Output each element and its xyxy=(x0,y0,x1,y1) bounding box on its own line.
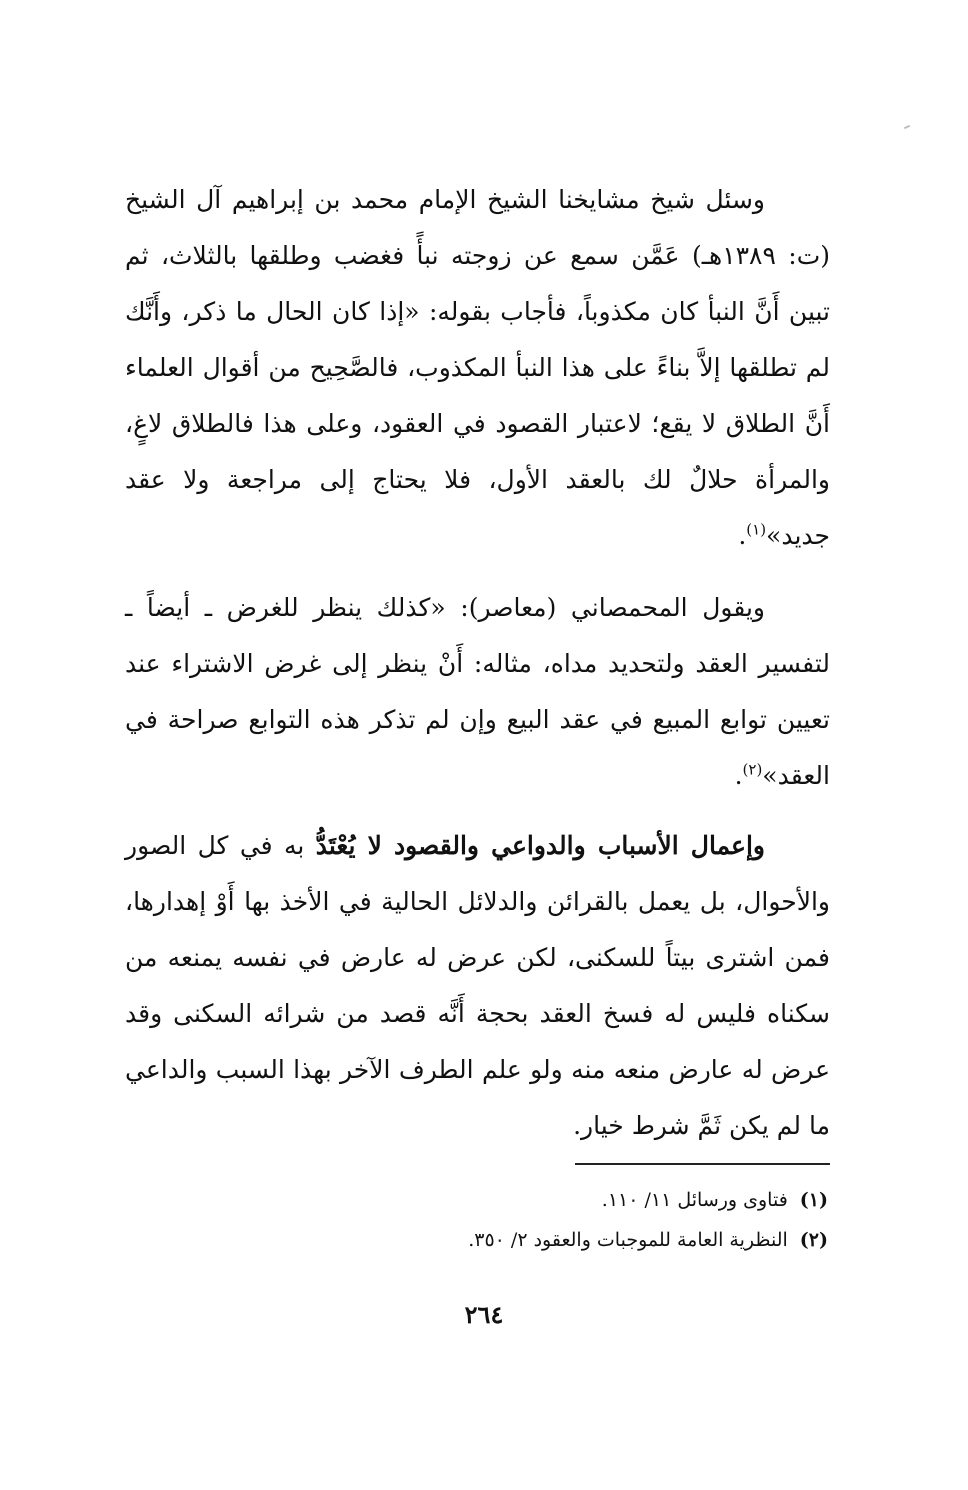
paragraph-text xyxy=(125,172,830,564)
paragraph-text xyxy=(125,818,830,1154)
paragraph-mahmasani xyxy=(125,580,830,804)
footnote-text: فتاوى ورسائل ١١/ ١١٠. xyxy=(601,1189,788,1211)
footnote-ref-2[interactable]: (٢) xyxy=(742,760,763,779)
paragraph-body: ويقول المحمصاني (معاصر): «كذلك ينظر للغرض ـ أيضاً ـ لتفسير العقد ولتحديد مداه، مثاله: أَنْ ينظر إلى غرض الاشتراء عند تعيين توابع المبيع في عقد البيع وإن لم تذكر هذه التوابع صراحة في العقد» xyxy=(125,593,830,790)
paragraph-body: به في كل الصور والأحوال، بل يعمل بالقرائن والدلائل الحالية في الأخذ بها أَوْ إهدارها، فمن اشترى بيتاً للسكنى، لكن عرض له عارض في نفسه يمنعه من سكناه فليس له فسخ العقد بحجة أَنَّه قصد من شرائه السكنى وقد عرض له عارض منعه منه ولو علم الطرف الآخر بهذا السبب والداعي ما لم يكن ثَمَّ شرط خيار. xyxy=(125,831,830,1140)
paragraph-end: . xyxy=(738,521,747,550)
paragraph-body: وسئل شيخ مشايخنا الشيخ الإمام محمد بن إبراهيم آل الشيخ (ت: ١٣٨٩هـ) عَمَّن سمع عن زوجته نبأً فغضب وطلقها بالثلاث، ثم تبين أَنَّ النبأ كان مكذوباً، فأجاب بقوله: «إذا كان الحال ما ذكر، وأَنَّك لم تطلقها إلاَّ بناءً على هذا النبأ المكذوب، فالصَّحِيح من أقوال العلماء أَنَّ الطلاق لا يقع؛ لاعتبار القصود في العقود، وعلى هذا فالطلاق لاغٍ، والمرأة حلالٌ لك بالعقد الأول، فلا يحتاج إلى مراجعة ولا عقد جديد» xyxy=(125,185,830,550)
paragraph-fatwa xyxy=(125,172,830,564)
page-number: ٢٦٤ xyxy=(464,1300,504,1329)
paragraph-intentions xyxy=(125,818,830,1154)
footnotes-section xyxy=(380,1180,828,1260)
footnote-number: (١) xyxy=(799,1189,828,1211)
paragraph-text xyxy=(125,580,830,804)
paragraph-end: . xyxy=(734,761,743,790)
footnote-text: النظرية العامة للموجبات والعقود ٢/ ٣٥٠. xyxy=(468,1229,788,1251)
footnote-separator xyxy=(575,1163,830,1165)
paragraph-bold-lead: وإعمال الأسباب والدواعي والقصود لا يُعْتَدُّ xyxy=(315,831,765,860)
footnote-number: (٢) xyxy=(799,1229,828,1251)
footnote-1 xyxy=(380,1180,828,1220)
footnote-2 xyxy=(380,1220,828,1260)
scan-speck xyxy=(904,125,910,129)
footnote-ref-1[interactable]: (١) xyxy=(746,520,767,539)
